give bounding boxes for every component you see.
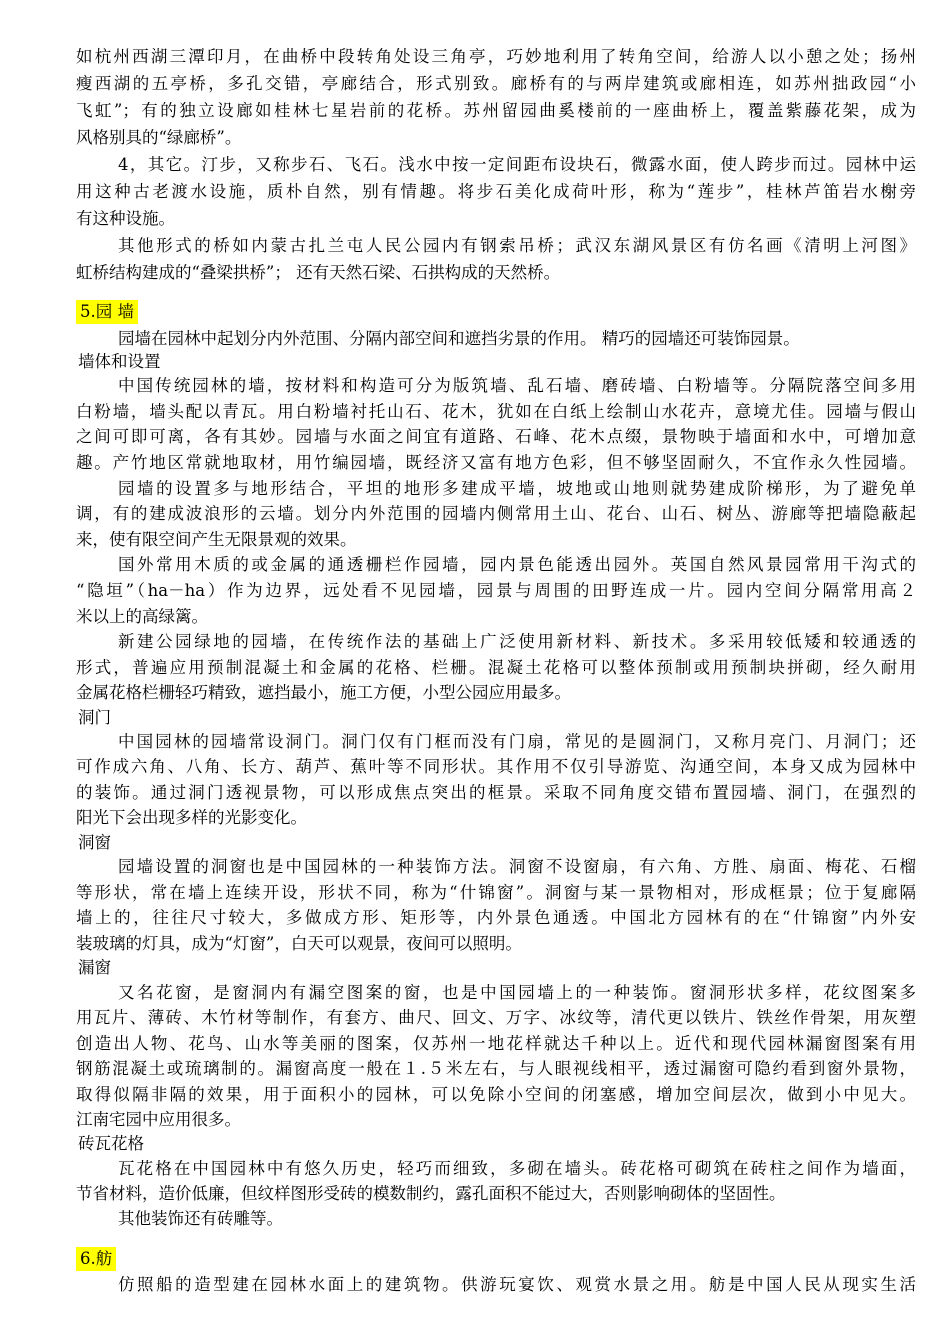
- paragraph-line: 创造出人物、花鸟、山水等美丽的图案，仅苏州一地花样就达千种以上。近代和现代园林漏窗图案有用: [76, 1034, 916, 1053]
- paragraph-line: 可作成六角、八角、长方、葫芦、蕉叶等不同形状。其作用不仅引导游览、沟通空间，本身又成为园林中: [76, 757, 916, 776]
- paragraph-line: 风格别具的“绿廊桥”。: [76, 128, 242, 147]
- subheading-doorway: 洞门: [78, 708, 111, 727]
- paragraph-line: 园墙在园林中起划分内外范围、分隔内部空间和遮挡劣景的作用。 精巧的园墙还可装饰园景。: [118, 329, 800, 348]
- paragraph-line: 仿照船的造型建在园林水面上的建筑物。供游玩宴饮、观赏水景之用。舫是中国人民从现实生活: [118, 1275, 916, 1294]
- subheading-wall-and-setting: 墙体和设置: [78, 352, 161, 371]
- paragraph-line: 来，使有限空间产生无限景观的效果。: [76, 530, 357, 549]
- paragraph-line: “隐垣”（ha－ha）作为边界，远处看不见园墙，园景与周围的田野连成一片。园内空间分隔常用高２: [76, 581, 916, 600]
- paragraph-line: 装玻璃的灯具，成为“灯窗”，白天可以观景，夜间可以照明。: [76, 934, 522, 953]
- subheading-window-opening: 洞窗: [78, 833, 111, 852]
- paragraph-line: 用这种古老渡水设施，质朴自然，别有情趣。将步石美化成荷叶形，称为“莲步”，桂林芦笛岩水榭旁: [76, 182, 916, 201]
- paragraph-line: 新建公园绿地的园墙，在传统作法的基础上广泛使用新材料、新技术。多采用较低矮和较通透的: [118, 632, 916, 651]
- paragraph-line: 取得似隔非隔的效果，用于面积小的园林，可以免除小空间的闭塞感，增加空间层次，做到小中见大。: [76, 1085, 916, 1104]
- paragraph-line: 江南宅园中应用很多。: [76, 1110, 241, 1129]
- paragraph-line: 阳光下会出现多样的光影变化。: [76, 808, 307, 827]
- paragraph-line: 园墙设置的洞窗也是中国园林的一种装饰方法。洞窗不设窗扇，有六角、方胜、扇面、梅花、石榴: [118, 857, 916, 876]
- paragraph-line: 的装饰。通过洞门透视景物，可以形成焦点突出的框景。采取不同角度交错布置园墙、洞门，在强烈的: [76, 783, 916, 802]
- paragraph-line: 中国传统园林的墙，按材料和构造可分为版筑墙、乱石墙、磨砖墙、白粉墙等。分隔院落空间多用: [118, 376, 916, 395]
- paragraph-line: 虹桥结构建成的“叠梁拱桥”； 还有天然石梁、石拱构成的天然桥。: [76, 263, 561, 282]
- subheading-lattice-window: 漏窗: [78, 958, 111, 977]
- paragraph-line: 瓦花格在中国园林中有悠久历史，轻巧而细致，多砌在墙头。砖花格可砌筑在砖柱之间作为墙面，: [118, 1159, 916, 1178]
- subheading-brick-tile-lattice: 砖瓦花格: [78, 1134, 144, 1153]
- paragraph-line: 调，有的建成波浪形的云墙。划分内外范围的园墙内侧常用土山、花台、山石、树丛、游廊等把墙隐蔽起: [76, 504, 916, 523]
- paragraph-line: 中国园林的园墙常设洞门。洞门仅有门框而没有门扇，常见的是圆洞门，又称月亮门、月洞门；还: [118, 732, 916, 751]
- paragraph-line: 瘦西湖的五亭桥，多孔交错，亭廊结合，形式别致。廊桥有的与两岸建筑或廊相连，如苏州拙政园“小: [76, 74, 916, 93]
- paragraph-line: 等形状，常在墙上连续开设，形状不同，称为“什锦窗”。洞窗与某一景物相对，形成框景；位于复廊隔: [76, 883, 916, 902]
- paragraph-line: 又名花窗，是窗洞内有漏空图案的窗，也是中国园墙上的一种装饰。窗洞形状多样，花纹图案多: [118, 983, 916, 1002]
- paragraph-line: 金属花格栏栅轻巧精致，遮挡最小，施工方便，小型公园应用最多。: [76, 683, 571, 702]
- paragraph-line: 其他形式的桥如内蒙古扎兰屯人民公园内有钢索吊桥；武汉东湖风景区有仿名画《清明上河图》: [118, 236, 916, 255]
- paragraph-line: 用瓦片、薄砖、木竹材等制作，有套方、曲尺、回文、万字、冰纹等，清代更以铁片、铁丝作骨架，用灰塑: [76, 1008, 916, 1027]
- paragraph-line: 钢筋混凝土或琉璃制的。漏窗高度一般在１.５米左右，与人眼视线相平，透过漏窗可隐约看到窗外景物，: [76, 1059, 916, 1078]
- paragraph-line: 趣。产竹地区常就地取材，用竹编园墙，既经济又富有地方色彩，但不够坚固耐久，不宜作永久性园墙。: [76, 453, 916, 472]
- paragraph-line: 飞虹”；有的独立设廊如桂林七星岩前的花桥。苏州留园曲奚楼前的一座曲桥上，覆盖紫藤花架，成为: [76, 101, 916, 120]
- section-heading-boat-pavilion: 6.舫: [76, 1247, 116, 1271]
- paragraph-line: 有这种设施。: [76, 209, 175, 228]
- paragraph-line: 墙上的，往往尺寸较大，多做成方形、矩形等，内外景色通透。中国北方园林有的在“什锦窗”内外安: [76, 908, 916, 927]
- section-heading-garden-wall: 5.园 墙: [76, 300, 138, 324]
- paragraph-line: 国外常用木质的或金属的通透栅栏作园墙，园内景色能透出园外。英国自然风景园常用干沟式的: [118, 555, 916, 574]
- paragraph-line: 节省材料，造价低廉，但纹样图形受砖的模数制约，露孔面积不能过大，否则影响砌体的坚固性。: [76, 1184, 786, 1203]
- paragraph-line: 白粉墙，墙头配以青瓦。用白粉墙衬托山石、花木，犹如在白纸上绘制山水花卉，意境尤佳。园墙与假山: [76, 402, 916, 421]
- paragraph-line: 其他装饰还有砖雕等。: [118, 1209, 283, 1228]
- paragraph-line: 4，其它。汀步，又称步石、飞石。浅水中按一定间距布设块石，微露水面，使人跨步而过。园林中运: [118, 155, 916, 174]
- paragraph-line: 之间可即可离，各有其妙。园墙与水面之间宜有道路、石峰、花木点缀，景物映于墙面和水中，可增加意: [76, 427, 916, 446]
- paragraph-line: 如杭州西湖三潭印月，在曲桥中段转角处设三角亭，巧妙地利用了转角空间，给游人以小憩之处；扬州: [76, 47, 916, 66]
- paragraph-line: 形式，普遍应用预制混凝土和金属的花格、栏栅。混凝土花格可以整体预制或用预制块拼砌，经久耐用: [76, 658, 916, 677]
- paragraph-line: 园墙的设置多与地形结合，平坦的地形多建成平墙，坡地或山地则就势建成阶梯形，为了避免单: [118, 479, 916, 498]
- paragraph-line: 米以上的高绿篱。: [76, 607, 208, 626]
